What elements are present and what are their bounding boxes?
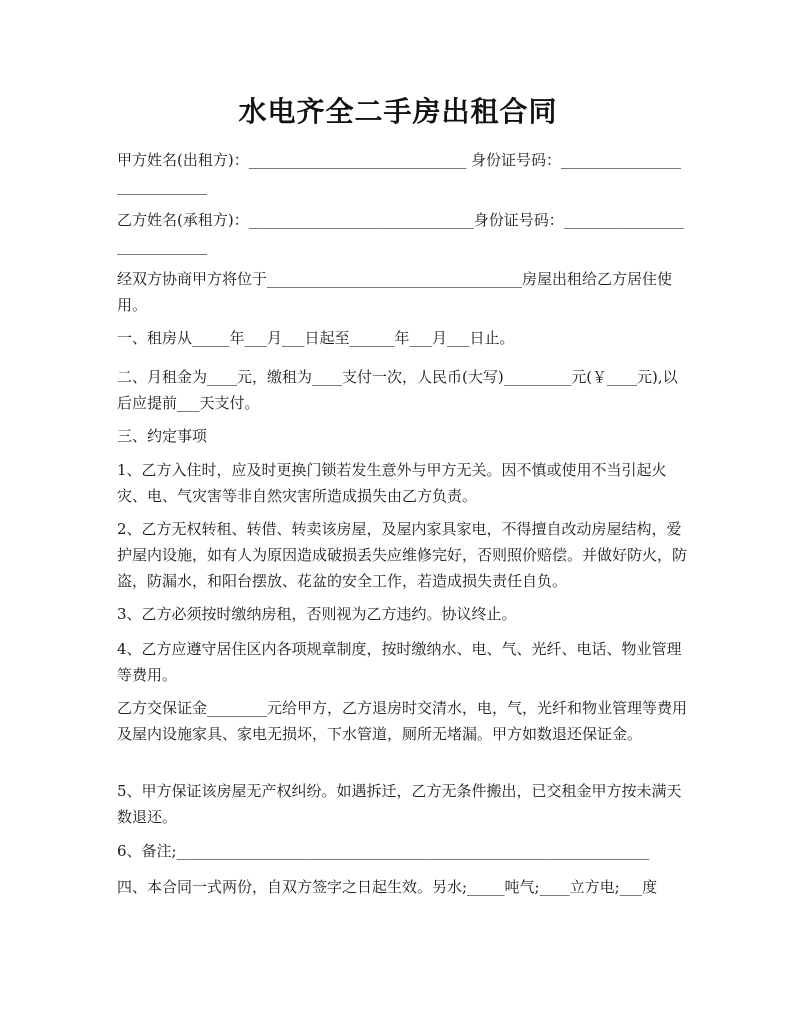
lessor-info: 甲方姓名(出租方)：_____________________________ 身份证号码：____________________________ [117,151,681,195]
section-heading-agreements: 三、约定事项 [117,427,208,445]
clause-5: 5、甲方保证该房屋无产权纠纷。如遇拆迁，乙方无条件搬出，已交租金甲方按未满天数退还。 [117,782,682,826]
clause-3: 3、乙方必须按时缴纳房租，否则视为乙方违约。协议终止。 [117,605,517,623]
section-four-effect: 四、本合同一式两份，自双方签字之日起生效。另水;_____吨气;____立方电;___度 [117,878,658,896]
rent-payment: 二、月租金为____元，缴租为____支付一次，人民币(大写)_________元(￥____元),以后应提前___天支付。 [117,368,678,412]
document-title: 水电齐全二手房出租合同 [238,95,558,128]
clause-2: 2、乙方无权转租、转借、转卖该房屋，及屋内家具家电，不得擅自改动房屋结构，爱护屋内设施，如有人为原因造成破损丢失应维修完好，否则照价赔偿。并做好防火，防盗，防漏水，和阳台摆放、花盆的安全工作，若造成损失责任自负。 [117,520,688,590]
clause-1: 1、乙方入住时，应及时更换门锁若发生意外与甲方无关。因不慎或使用不当引起火灾、电、气灾害等非自然灾害所造成损失由乙方负责。 [117,461,667,505]
property-location: 经双方协商甲方将位于__________________________________房屋出租给乙方居住使用。 [117,270,673,314]
deposit-clause: 乙方交保证金________元给甲方，乙方退房时交清水，电，气，光纤和物业管理等费用及屋内设施家具、家电无损坏，下水管道，厕所无堵漏。甲方如数退还保证金。 [117,699,688,743]
lessee-info: 乙方姓名(承租方)：______________________________身份证号码：____________________________ [117,211,684,255]
rental-period: 一、租房从_____年___月___日起至______年___月___日止。 [117,329,515,347]
clause-4: 4、乙方应遵守居住区内各项规章制度，按时缴纳水、电、气、光纤、电话、物业管理等费用。 [117,640,682,684]
clause-6-remarks: 6、备注;_______________________________________________________________ [117,842,650,860]
